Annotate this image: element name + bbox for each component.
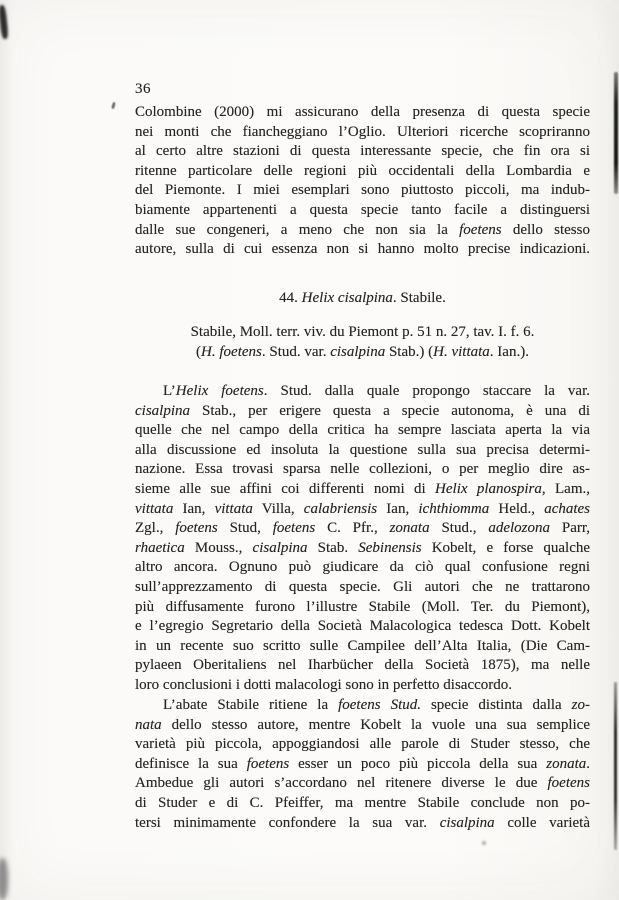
text-line: in un recente suo scritto sulle Campilee dell’Alta Italia, (Die Cam-	[135, 637, 590, 654]
text-line: rhaetica Mouss., cisalpina Stab. Sebinensis Kobelt, e forse qualche	[135, 539, 591, 556]
text-line: dalle sue congeneri, a meno che non sia la foetens dello stesso	[135, 221, 590, 238]
scan-streak-top-right	[614, 72, 618, 194]
text-line: varietà più piccola, appoggiandosi alle parole di Studer stesso, che	[135, 736, 590, 753]
speck-bottom	[482, 841, 486, 845]
text-blocks	[135, 0, 590, 900]
stabile-kobelt-paragraph	[135, 696, 590, 833]
text-line: pylaeen Oberitaliens nel Iharbücher della Società 1875), ma nelle	[135, 657, 590, 674]
text-line: loro conclusioni i dotti malacologi sono in perfetto disaccordo.	[135, 676, 512, 693]
text-line: autore, sulla di cui essenza non si hanno molto precise indicazioni.	[135, 241, 590, 258]
text-line: altro ancora. Ognuno può giudicare da ciò qual confusione regni	[135, 559, 590, 576]
text-line: Ambedue gli autori s’accordano nel ritenere diverse le due foetens	[135, 775, 590, 792]
text-line: L’Helix foetens. Stud. dalla quale propongo staccare la var.	[163, 383, 590, 399]
text-line: tersi minimamente confondere la sua var. cisalpina colle varietà	[135, 814, 590, 831]
text-line: L’abate Stabile ritiene la foetens Stud. specie distinta dalla zo-	[163, 697, 590, 713]
smudge-bottom-left	[0, 858, 8, 900]
text-line: alla discussione ed insoluta la questione sulla sua precisa determi-	[135, 441, 590, 458]
text-line: ritenne particolare delle regioni più occidentali della Lombardia e	[135, 162, 590, 179]
page-number: 36	[135, 81, 151, 97]
text-line: cisalpina Stab., per erigere questa a specie autonoma, è una di	[135, 402, 590, 419]
text-line: definisce la sua foetens esser un poco più piccola della sua zonata.	[135, 755, 591, 772]
text-line: sull’apprezzamento di questa specie. Gli autori che ne trattarono	[135, 578, 590, 595]
species-heading	[135, 289, 590, 309]
text-line: Stabile, Moll. terr. viv. du Piemont p. 51 n. 27, tav. I. f. 6.	[190, 324, 535, 340]
text-line: nazione. Essa trovasi sparsa nelle collezioni, o per meglio dire as-	[135, 461, 590, 478]
text-line: nata dello stesso autore, mentre Kobelt la vuole una sua semplice	[135, 716, 590, 733]
speck-apostrophe	[111, 102, 116, 110]
intro-paragraph	[135, 103, 590, 260]
text-line: biamente appartenenti a questa specie tanto facile a distinguersi	[135, 201, 590, 218]
text-line: più diffusamente furono l’illustre Stabile (Moll. Ter. du Piemont),	[135, 598, 590, 615]
citation	[135, 323, 590, 362]
text-line: vittata Ian, vittata Villa, calabriensis Ian, ichthiomma Held., achates	[135, 500, 591, 517]
text-line: sieme alle sue affini coi differenti nomi di Helix planospira, Lam.,	[135, 480, 590, 497]
text-line: quelle che nel campo della critica ha sempre lasciata aperta la via	[135, 422, 590, 439]
text-line: di Studer e di C. Pfeiffer, ma mentre Stabile conclude non po-	[135, 794, 590, 811]
text-line: al certo altre stazioni di questa interessante specie, che fin ora si	[135, 143, 590, 160]
text-line: del Piemonte. I miei esemplari sono piuttosto piccoli, ma indub-	[135, 182, 590, 199]
text-line: 44. Helix cisalpina. Stabile.	[279, 290, 446, 306]
text-line: nei monti che fiancheggiano l’Oglio. Ulteriori ricerche scopriranno	[135, 123, 590, 140]
text-line: e l’egregio Segretario della Società Malacologica tedesca Dott. Kobelt	[135, 618, 590, 635]
ink-mark-top-left	[0, 5, 9, 40]
text-line: Colombine (2000) mi assicurano della presenza di questa specie	[135, 104, 590, 120]
discussion-paragraph	[135, 382, 590, 696]
text-line: Zgl., foetens Stud, foetens C. Pfr., zonata Stud., adelozona Parr,	[135, 520, 591, 537]
text-line: (H. foetens. Stud. var. cisalpina Stab.) (H. vittata. Ian.).	[196, 343, 529, 360]
scan-streak-mid-right	[614, 682, 617, 850]
